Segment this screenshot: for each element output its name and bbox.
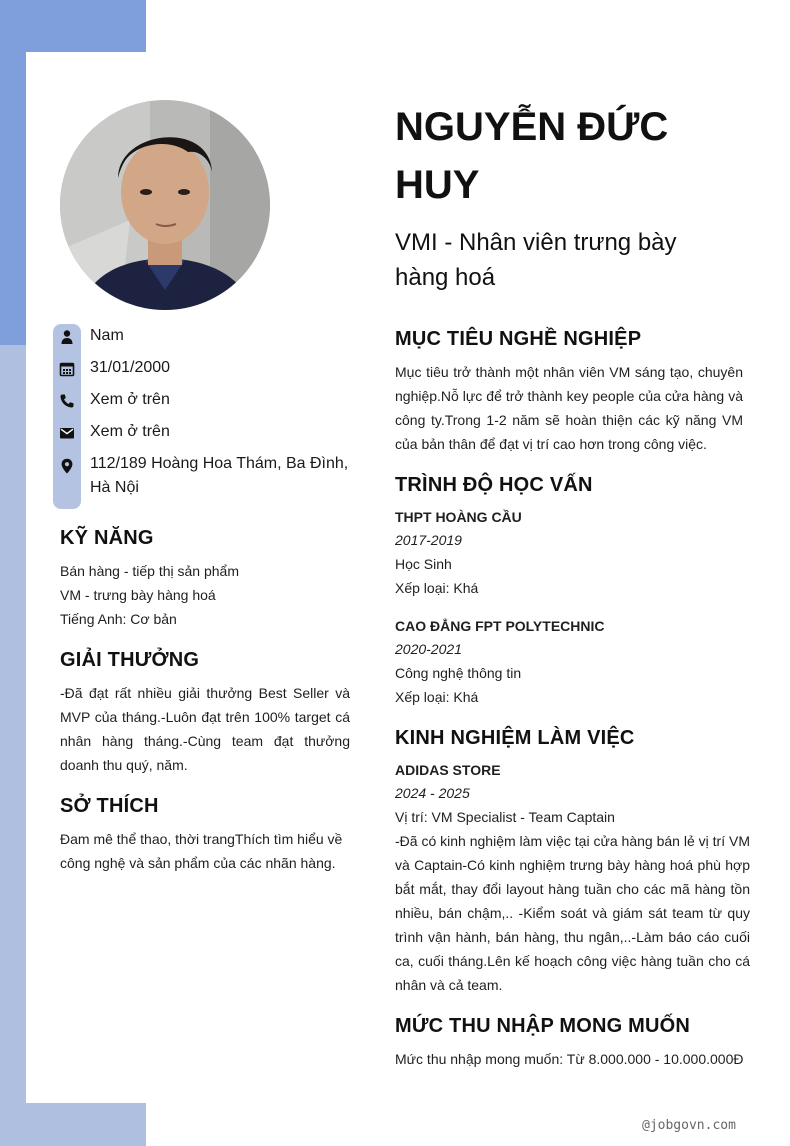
skill-item: VM - trưng bày hàng hoá — [60, 587, 216, 603]
location-pin-icon — [59, 458, 75, 474]
education-period: 2017-2019 — [395, 532, 462, 548]
watermark: @jobgovn.com — [642, 1118, 736, 1133]
contact-bar — [53, 324, 81, 509]
hobbies-title: SỞ THÍCH — [60, 795, 159, 817]
calendar-icon — [59, 361, 75, 377]
education-field: Công nghệ thông tin — [395, 665, 522, 681]
skills-title: KỸ NĂNG — [60, 527, 154, 549]
contact-email: Xem ở trên — [90, 423, 170, 440]
experience-company: ADIDAS STORE — [395, 762, 501, 778]
education-period: 2020-2021 — [395, 641, 462, 657]
phone-icon — [59, 393, 75, 409]
experience-description: -Đã có kinh nghiệm làm việc tại cửa hàng bán lẻ vị trí VM và Captain-Có kinh nghiệm trưng bày hàng hoá phù hợp bắt mắt, thay đổi layout hàng tuần cho các mã hàng tồn nhiều, bán chậm,.. -Kiểm soát và giám sát team từ quy trình vận hành, bán hàng, thu ngân,..-Làm báo cáo cuối ca, cuối tháng.Lên kế hoạch công việc hàng tuần cho cá nhân và cả team. — [395, 833, 750, 993]
education-field: Học Sinh — [395, 556, 452, 572]
awards-text: -Đã đạt rất nhiều giải thưởng Best Seller và MVP của tháng.-Luôn đạt trên 100% target cá nhân hàng tháng.-Cùng team đạt thưởng doanh thu quý, năm. — [60, 685, 350, 773]
objective-text: Mục tiêu trở thành một nhân viên VM sáng tạo, chuyên nghiệp.Nỗ lực để trở thành key people của cửa hàng và công ty.Trong 1-2 năm sẽ hoàn thiện các kỹ năng VM của bản thân để đạt vị trí cao hơn trong công việc. — [395, 364, 743, 452]
contact-birthday: 31/01/2000 — [90, 359, 171, 376]
contact-address: 112/189 Hoàng Hoa Thám, Ba Đình, Hà Nội — [90, 455, 349, 496]
email-icon — [59, 425, 75, 441]
education-grade: Xếp loại: Khá — [395, 689, 479, 705]
awards-title: GIẢI THƯỞNG — [60, 649, 200, 671]
salary-text: Mức thu nhập mong muốn: Từ 8.000.000 - 10.000.000Đ — [395, 1051, 744, 1067]
experience-title: KINH NGHIỆM LÀM VIỆC — [395, 727, 635, 749]
profile-photo — [60, 100, 270, 310]
experience-period: 2024 - 2025 — [395, 785, 470, 801]
candidate-name: NGUYỄN ĐỨC HUY — [395, 105, 669, 207]
skill-item: Bán hàng - tiếp thị sản phẩm — [60, 563, 240, 579]
contact-gender: Nam — [90, 327, 124, 344]
experience-position: Vị trí: VM Specialist - Team Captain — [395, 809, 615, 825]
skill-item: Tiếng Anh: Cơ bản — [60, 611, 177, 627]
education-school: THPT HOÀNG CẦU — [395, 509, 522, 525]
job-title: VMI - Nhân viên trưng bày hàng hoá — [395, 229, 677, 291]
education-title: TRÌNH ĐỘ HỌC VẤN — [395, 474, 593, 496]
hobbies-text: Đam mê thể thao, thời trangThích tìm hiểu về công nghệ và sản phẩm của các nhãn hàng. — [60, 831, 343, 871]
contact-phone: Xem ở trên — [90, 391, 170, 408]
education-school: CAO ĐẲNG FPT POLYTECHNIC — [395, 618, 605, 634]
objective-title: MỤC TIÊU NGHỀ NGHIỆP — [395, 328, 642, 350]
salary-title: MỨC THU NHẬP MONG MUỐN — [395, 1015, 691, 1037]
person-icon — [59, 329, 75, 345]
education-grade: Xếp loại: Khá — [395, 580, 479, 596]
